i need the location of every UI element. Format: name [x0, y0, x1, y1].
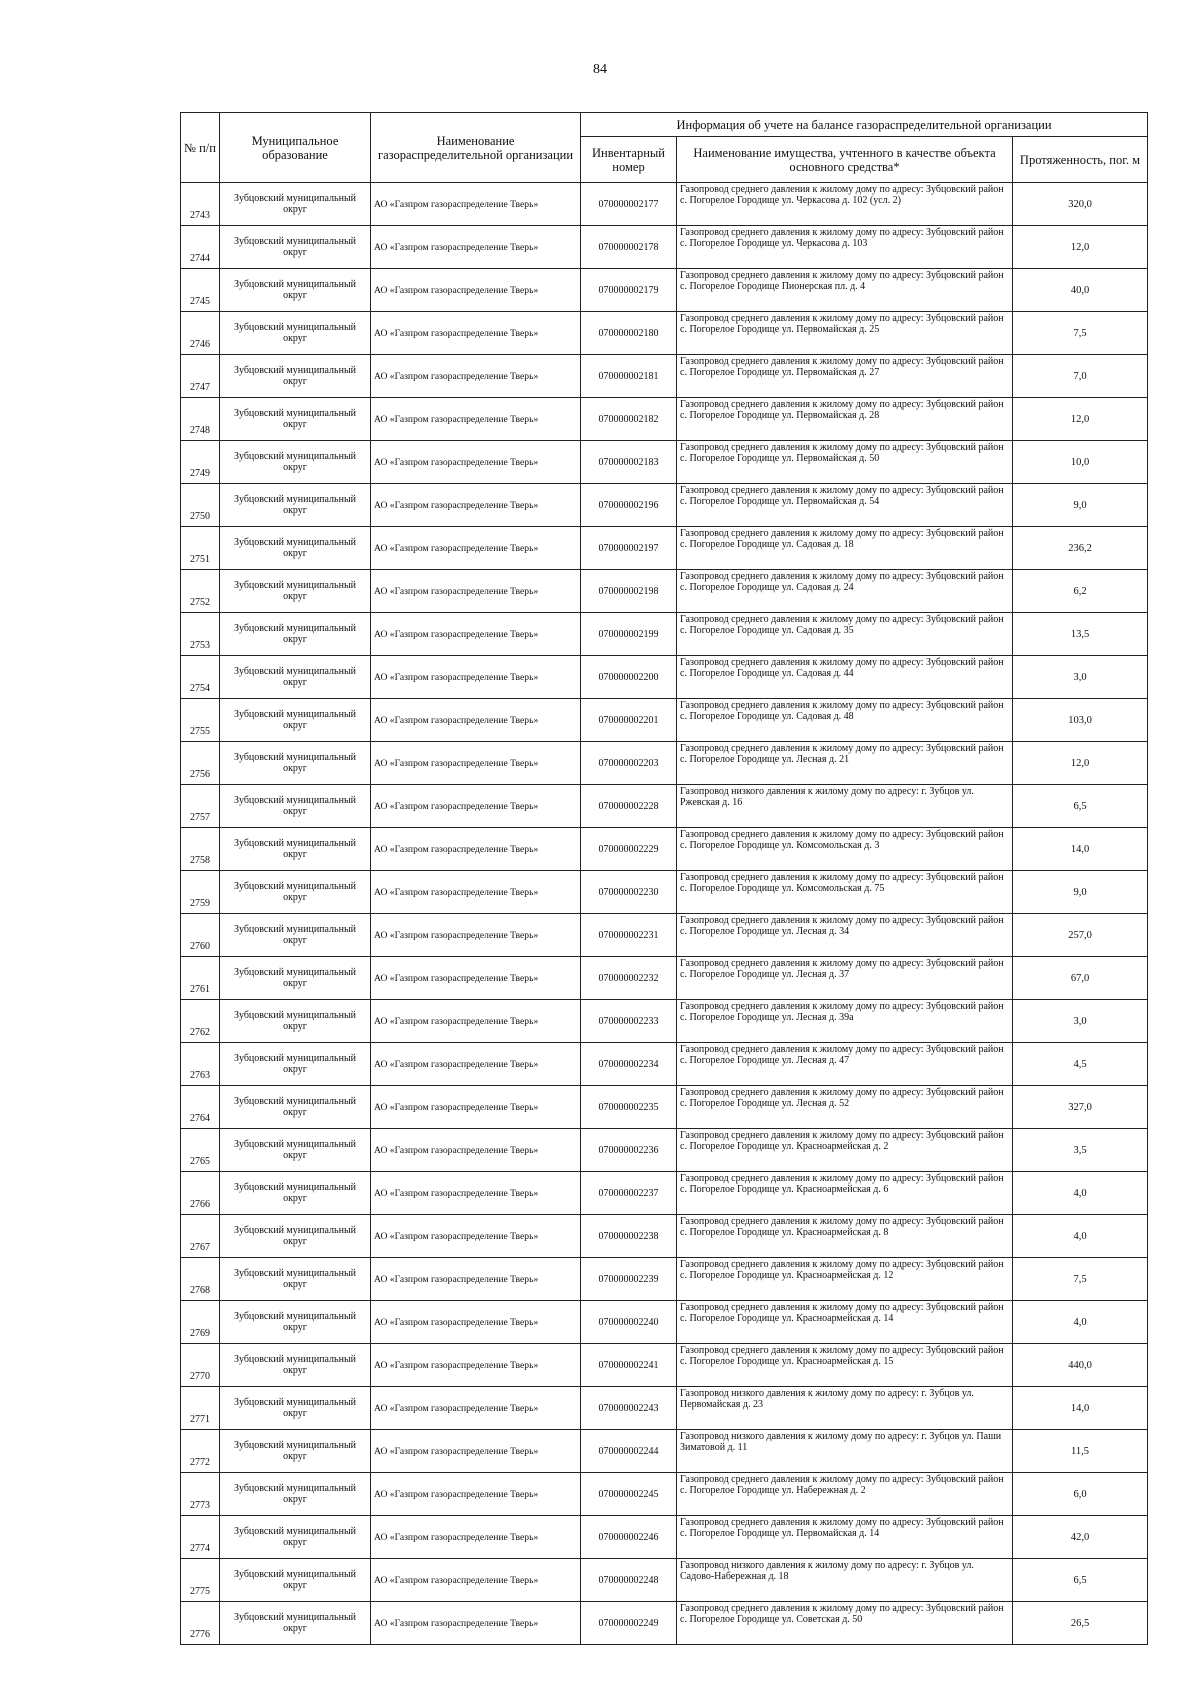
table-row	[181, 570, 1148, 613]
municipality-cell: Зубцовский муниципальный округ	[220, 828, 371, 871]
organization-cell: АО «Газпром газораспределение Тверь»	[371, 1344, 581, 1387]
inventory-number-cell: 070000002248	[581, 1559, 677, 1602]
municipality-cell: Зубцовский муниципальный округ	[220, 1129, 371, 1172]
municipality-cell: Зубцовский муниципальный округ	[220, 957, 371, 1000]
length-cell: 6,2	[1013, 570, 1148, 613]
table-row	[181, 828, 1148, 871]
organization-cell: АО «Газпром газораспределение Тверь»	[371, 1387, 581, 1430]
table-row	[181, 613, 1148, 656]
row-number: 2766	[181, 1172, 220, 1215]
property-name-cell: Газопровод среднего давления к жилому дому по адресу: Зубцовский район с. Погорелое Городище ул. Черкасова д. 103	[677, 226, 1013, 269]
table-row	[181, 656, 1148, 699]
inventory-number-cell: 070000002243	[581, 1387, 677, 1430]
row-number: 2775	[181, 1559, 220, 1602]
table-row	[181, 1387, 1148, 1430]
length-cell: 42,0	[1013, 1516, 1148, 1559]
inventory-number-cell: 070000002179	[581, 269, 677, 312]
property-name-cell: Газопровод среднего давления к жилому дому по адресу: Зубцовский район с. Погорелое Городище ул. Лесная д. 34	[677, 914, 1013, 957]
length-cell: 7,5	[1013, 312, 1148, 355]
municipality-cell: Зубцовский муниципальный округ	[220, 226, 371, 269]
property-name-cell: Газопровод среднего давления к жилому дому по адресу: Зубцовский район с. Погорелое Городище Пионерская пл. д. 4	[677, 269, 1013, 312]
header-inventory: Инвентарный номер	[581, 137, 677, 183]
organization-cell: АО «Газпром газораспределение Тверь»	[371, 1086, 581, 1129]
row-number: 2757	[181, 785, 220, 828]
municipality-cell: Зубцовский муниципальный округ	[220, 1301, 371, 1344]
length-cell: 14,0	[1013, 1387, 1148, 1430]
inventory-number-cell: 070000002229	[581, 828, 677, 871]
header-balance-group: Информация об учете на балансе газораспределительной организации	[581, 113, 1148, 137]
organization-cell: АО «Газпром газораспределение Тверь»	[371, 1301, 581, 1344]
row-number: 2758	[181, 828, 220, 871]
municipality-cell: Зубцовский муниципальный округ	[220, 1516, 371, 1559]
organization-cell: АО «Газпром газораспределение Тверь»	[371, 570, 581, 613]
inventory-number-cell: 070000002180	[581, 312, 677, 355]
property-name-cell: Газопровод среднего давления к жилому дому по адресу: Зубцовский район с. Погорелое Городище ул. Лесная д. 52	[677, 1086, 1013, 1129]
organization-cell: АО «Газпром газораспределение Тверь»	[371, 1258, 581, 1301]
inventory-number-cell: 070000002230	[581, 871, 677, 914]
organization-cell: АО «Газпром газораспределение Тверь»	[371, 1043, 581, 1086]
row-number: 2767	[181, 1215, 220, 1258]
organization-cell: АО «Газпром газораспределение Тверь»	[371, 183, 581, 226]
property-name-cell: Газопровод среднего давления к жилому дому по адресу: Зубцовский район с. Погорелое Городище ул. Садовая д. 44	[677, 656, 1013, 699]
row-number: 2751	[181, 527, 220, 570]
municipality-cell: Зубцовский муниципальный округ	[220, 484, 371, 527]
table-row	[181, 1430, 1148, 1473]
organization-cell: АО «Газпром газораспределение Тверь»	[371, 957, 581, 1000]
table-row	[181, 914, 1148, 957]
asset-register-table	[180, 112, 1148, 1645]
property-name-cell: Газопровод среднего давления к жилому дому по адресу: Зубцовский район с. Погорелое Городище ул. Советская д. 50	[677, 1602, 1013, 1645]
property-name-cell: Газопровод среднего давления к жилому дому по адресу: Зубцовский район с. Погорелое Городище ул. Первомайская д. 27	[677, 355, 1013, 398]
municipality-cell: Зубцовский муниципальный округ	[220, 914, 371, 957]
header-length: Протяженность, пог. м	[1013, 137, 1148, 183]
header-org: Наименование газораспределительной организации	[371, 113, 581, 183]
table-row	[181, 1043, 1148, 1086]
row-number: 2772	[181, 1430, 220, 1473]
inventory-number-cell: 070000002183	[581, 441, 677, 484]
table-row	[181, 312, 1148, 355]
municipality-cell: Зубцовский муниципальный округ	[220, 312, 371, 355]
row-number: 2744	[181, 226, 220, 269]
property-name-cell: Газопровод среднего давления к жилому дому по адресу: Зубцовский район с. Погорелое Городище ул. Красноармейская д. 12	[677, 1258, 1013, 1301]
organization-cell: АО «Газпром газораспределение Тверь»	[371, 1516, 581, 1559]
property-name-cell: Газопровод среднего давления к жилому дому по адресу: Зубцовский район с. Погорелое Городище ул. Красноармейская д. 6	[677, 1172, 1013, 1215]
length-cell: 6,5	[1013, 1559, 1148, 1602]
organization-cell: АО «Газпром газораспределение Тверь»	[371, 527, 581, 570]
organization-cell: АО «Газпром газораспределение Тверь»	[371, 1172, 581, 1215]
property-name-cell: Газопровод низкого давления к жилому дому по адресу: г. Зубцов ул. Садово-Набережная д. 18	[677, 1559, 1013, 1602]
length-cell: 10,0	[1013, 441, 1148, 484]
property-name-cell: Газопровод среднего давления к жилому дому по адресу: Зубцовский район с. Погорелое Городище ул. Комсомольская д. 3	[677, 828, 1013, 871]
organization-cell: АО «Газпром газораспределение Тверь»	[371, 1129, 581, 1172]
inventory-number-cell: 070000002234	[581, 1043, 677, 1086]
municipality-cell: Зубцовский муниципальный округ	[220, 1215, 371, 1258]
table-row	[181, 441, 1148, 484]
property-name-cell: Газопровод низкого давления к жилому дому по адресу: г. Зубцов ул. Паши Зиматовой д. 11	[677, 1430, 1013, 1473]
municipality-cell: Зубцовский муниципальный округ	[220, 656, 371, 699]
row-number: 2765	[181, 1129, 220, 1172]
organization-cell: АО «Газпром газораспределение Тверь»	[371, 699, 581, 742]
municipality-cell: Зубцовский муниципальный округ	[220, 699, 371, 742]
organization-cell: АО «Газпром газораспределение Тверь»	[371, 742, 581, 785]
row-number: 2754	[181, 656, 220, 699]
table-row	[181, 269, 1148, 312]
table-row	[181, 183, 1148, 226]
municipality-cell: Зубцовский муниципальный округ	[220, 1344, 371, 1387]
row-number: 2756	[181, 742, 220, 785]
table-row	[181, 957, 1148, 1000]
organization-cell: АО «Газпром газораспределение Тверь»	[371, 1430, 581, 1473]
row-number: 2755	[181, 699, 220, 742]
municipality-cell: Зубцовский муниципальный округ	[220, 1602, 371, 1645]
row-number: 2752	[181, 570, 220, 613]
table-row	[181, 398, 1148, 441]
property-name-cell: Газопровод среднего давления к жилому дому по адресу: Зубцовский район с. Погорелое Городище ул. Садовая д. 35	[677, 613, 1013, 656]
table-row	[181, 1602, 1148, 1645]
length-cell: 26,5	[1013, 1602, 1148, 1645]
table-row	[181, 527, 1148, 570]
length-cell: 14,0	[1013, 828, 1148, 871]
property-name-cell: Газопровод среднего давления к жилому дому по адресу: Зубцовский район с. Погорелое Городище ул. Садовая д. 24	[677, 570, 1013, 613]
organization-cell: АО «Газпром газораспределение Тверь»	[371, 828, 581, 871]
organization-cell: АО «Газпром газораспределение Тверь»	[371, 398, 581, 441]
length-cell: 12,0	[1013, 226, 1148, 269]
row-number: 2761	[181, 957, 220, 1000]
table-row	[181, 1215, 1148, 1258]
municipality-cell: Зубцовский муниципальный округ	[220, 1258, 371, 1301]
inventory-number-cell: 070000002199	[581, 613, 677, 656]
length-cell: 320,0	[1013, 183, 1148, 226]
table-row	[181, 1516, 1148, 1559]
property-name-cell: Газопровод среднего давления к жилому дому по адресу: Зубцовский район с. Погорелое Городище ул. Красноармейская д. 8	[677, 1215, 1013, 1258]
page-number: 84	[593, 62, 607, 77]
length-cell: 4,0	[1013, 1215, 1148, 1258]
row-number: 2748	[181, 398, 220, 441]
length-cell: 257,0	[1013, 914, 1148, 957]
length-cell: 236,2	[1013, 527, 1148, 570]
length-cell: 3,0	[1013, 656, 1148, 699]
organization-cell: АО «Газпром газораспределение Тверь»	[371, 355, 581, 398]
length-cell: 3,5	[1013, 1129, 1148, 1172]
municipality-cell: Зубцовский муниципальный округ	[220, 398, 371, 441]
property-name-cell: Газопровод среднего давления к жилому дому по адресу: Зубцовский район с. Погорелое Городище ул. Черкасова д. 102 (усл. 2)	[677, 183, 1013, 226]
table-row	[181, 1172, 1148, 1215]
length-cell: 67,0	[1013, 957, 1148, 1000]
inventory-number-cell: 070000002249	[581, 1602, 677, 1645]
inventory-number-cell: 070000002239	[581, 1258, 677, 1301]
property-name-cell: Газопровод среднего давления к жилому дому по адресу: Зубцовский район с. Погорелое Городище ул. Первомайская д. 28	[677, 398, 1013, 441]
organization-cell: АО «Газпром газораспределение Тверь»	[371, 226, 581, 269]
municipality-cell: Зубцовский муниципальный округ	[220, 1559, 371, 1602]
municipality-cell: Зубцовский муниципальный округ	[220, 527, 371, 570]
length-cell: 12,0	[1013, 398, 1148, 441]
table-row	[181, 1559, 1148, 1602]
inventory-number-cell: 070000002246	[581, 1516, 677, 1559]
municipality-cell: Зубцовский муниципальный округ	[220, 613, 371, 656]
inventory-number-cell: 070000002244	[581, 1430, 677, 1473]
municipality-cell: Зубцовский муниципальный округ	[220, 871, 371, 914]
row-number: 2753	[181, 613, 220, 656]
row-number: 2762	[181, 1000, 220, 1043]
property-name-cell: Газопровод среднего давления к жилому дому по адресу: Зубцовский район с. Погорелое Городище ул. Первомайская д. 54	[677, 484, 1013, 527]
table-row	[181, 1000, 1148, 1043]
inventory-number-cell: 070000002240	[581, 1301, 677, 1344]
organization-cell: АО «Газпром газораспределение Тверь»	[371, 1000, 581, 1043]
organization-cell: АО «Газпром газораспределение Тверь»	[371, 1215, 581, 1258]
row-number: 2763	[181, 1043, 220, 1086]
length-cell: 7,5	[1013, 1258, 1148, 1301]
length-cell: 11,5	[1013, 1430, 1148, 1473]
table-row	[181, 1301, 1148, 1344]
municipality-cell: Зубцовский муниципальный округ	[220, 1172, 371, 1215]
municipality-cell: Зубцовский муниципальный округ	[220, 183, 371, 226]
organization-cell: АО «Газпром газораспределение Тверь»	[371, 613, 581, 656]
length-cell: 4,0	[1013, 1172, 1148, 1215]
table-header	[181, 113, 1148, 183]
inventory-number-cell: 070000002228	[581, 785, 677, 828]
inventory-number-cell: 070000002236	[581, 1129, 677, 1172]
property-name-cell: Газопровод среднего давления к жилому дому по адресу: Зубцовский район с. Погорелое Городище ул. Лесная д. 39а	[677, 1000, 1013, 1043]
municipality-cell: Зубцовский муниципальный округ	[220, 1000, 371, 1043]
header-property: Наименование имущества, учтенного в качестве объекта основного средства*	[677, 137, 1013, 183]
inventory-number-cell: 070000002237	[581, 1172, 677, 1215]
table-row	[181, 1473, 1148, 1516]
inventory-number-cell: 070000002200	[581, 656, 677, 699]
organization-cell: АО «Газпром газораспределение Тверь»	[371, 656, 581, 699]
organization-cell: АО «Газпром газораспределение Тверь»	[371, 312, 581, 355]
row-number: 2746	[181, 312, 220, 355]
row-number: 2760	[181, 914, 220, 957]
property-name-cell: Газопровод среднего давления к жилому дому по адресу: Зубцовский район с. Погорелое Городище ул. Красноармейская д. 14	[677, 1301, 1013, 1344]
table-row	[181, 699, 1148, 742]
row-number: 2743	[181, 183, 220, 226]
row-number: 2749	[181, 441, 220, 484]
row-number: 2759	[181, 871, 220, 914]
length-cell: 4,5	[1013, 1043, 1148, 1086]
table-row	[181, 1086, 1148, 1129]
length-cell: 440,0	[1013, 1344, 1148, 1387]
table-row	[181, 871, 1148, 914]
row-number: 2771	[181, 1387, 220, 1430]
municipality-cell: Зубцовский муниципальный округ	[220, 269, 371, 312]
row-number: 2770	[181, 1344, 220, 1387]
property-name-cell: Газопровод среднего давления к жилому дому по адресу: Зубцовский район с. Погорелое Городище ул. Набережная д. 2	[677, 1473, 1013, 1516]
length-cell: 9,0	[1013, 871, 1148, 914]
property-name-cell: Газопровод среднего давления к жилому дому по адресу: Зубцовский район с. Погорелое Городище ул. Садовая д. 18	[677, 527, 1013, 570]
table-row	[181, 1129, 1148, 1172]
length-cell: 4,0	[1013, 1301, 1148, 1344]
length-cell: 40,0	[1013, 269, 1148, 312]
organization-cell: АО «Газпром газораспределение Тверь»	[371, 871, 581, 914]
length-cell: 6,5	[1013, 785, 1148, 828]
organization-cell: АО «Газпром газораспределение Тверь»	[371, 1473, 581, 1516]
organization-cell: АО «Газпром газораспределение Тверь»	[371, 484, 581, 527]
municipality-cell: Зубцовский муниципальный округ	[220, 1430, 371, 1473]
municipality-cell: Зубцовский муниципальный округ	[220, 1086, 371, 1129]
table-row	[181, 1258, 1148, 1301]
length-cell: 12,0	[1013, 742, 1148, 785]
row-number: 2764	[181, 1086, 220, 1129]
organization-cell: АО «Газпром газораспределение Тверь»	[371, 441, 581, 484]
inventory-number-cell: 070000002178	[581, 226, 677, 269]
table-row	[181, 226, 1148, 269]
inventory-number-cell: 070000002231	[581, 914, 677, 957]
inventory-number-cell: 070000002198	[581, 570, 677, 613]
table-body	[181, 183, 1148, 1645]
row-number: 2776	[181, 1602, 220, 1645]
municipality-cell: Зубцовский муниципальный округ	[220, 1387, 371, 1430]
table-row	[181, 1344, 1148, 1387]
property-name-cell: Газопровод среднего давления к жилому дому по адресу: Зубцовский район с. Погорелое Городище ул. Красноармейская д. 2	[677, 1129, 1013, 1172]
header-num: № п/п	[181, 113, 220, 183]
municipality-cell: Зубцовский муниципальный округ	[220, 1043, 371, 1086]
row-number: 2750	[181, 484, 220, 527]
property-name-cell: Газопровод низкого давления к жилому дому по адресу: г. Зубцов ул. Первомайская д. 23	[677, 1387, 1013, 1430]
inventory-number-cell: 070000002241	[581, 1344, 677, 1387]
municipality-cell: Зубцовский муниципальный округ	[220, 441, 371, 484]
row-number: 2745	[181, 269, 220, 312]
property-name-cell: Газопровод низкого давления к жилому дому по адресу: г. Зубцов ул. Ржевская д. 16	[677, 785, 1013, 828]
table-row	[181, 785, 1148, 828]
length-cell: 7,0	[1013, 355, 1148, 398]
organization-cell: АО «Газпром газораспределение Тверь»	[371, 269, 581, 312]
inventory-number-cell: 070000002181	[581, 355, 677, 398]
inventory-number-cell: 070000002197	[581, 527, 677, 570]
property-name-cell: Газопровод среднего давления к жилому дому по адресу: Зубцовский район с. Погорелое Городище ул. Лесная д. 37	[677, 957, 1013, 1000]
inventory-number-cell: 070000002201	[581, 699, 677, 742]
inventory-number-cell: 070000002233	[581, 1000, 677, 1043]
table-row	[181, 484, 1148, 527]
length-cell: 6,0	[1013, 1473, 1148, 1516]
header-municipality: Муниципальное образование	[220, 113, 371, 183]
organization-cell: АО «Газпром газораспределение Тверь»	[371, 1559, 581, 1602]
inventory-number-cell: 070000002203	[581, 742, 677, 785]
organization-cell: АО «Газпром газораспределение Тверь»	[371, 914, 581, 957]
length-cell: 103,0	[1013, 699, 1148, 742]
organization-cell: АО «Газпром газораспределение Тверь»	[371, 1602, 581, 1645]
property-name-cell: Газопровод среднего давления к жилому дому по адресу: Зубцовский район с. Погорелое Городище ул. Садовая д. 48	[677, 699, 1013, 742]
row-number: 2768	[181, 1258, 220, 1301]
property-name-cell: Газопровод среднего давления к жилому дому по адресу: Зубцовский район с. Погорелое Городище ул. Красноармейская д. 15	[677, 1344, 1013, 1387]
property-name-cell: Газопровод среднего давления к жилому дому по адресу: Зубцовский район с. Погорелое Городище ул. Первомайская д. 25	[677, 312, 1013, 355]
row-number: 2769	[181, 1301, 220, 1344]
inventory-number-cell: 070000002196	[581, 484, 677, 527]
property-name-cell: Газопровод среднего давления к жилому дому по адресу: Зубцовский район с. Погорелое Городище ул. Первомайская д. 50	[677, 441, 1013, 484]
table-row	[181, 355, 1148, 398]
municipality-cell: Зубцовский муниципальный округ	[220, 1473, 371, 1516]
municipality-cell: Зубцовский муниципальный округ	[220, 355, 371, 398]
municipality-cell: Зубцовский муниципальный округ	[220, 570, 371, 613]
table-row	[181, 742, 1148, 785]
inventory-number-cell: 070000002235	[581, 1086, 677, 1129]
property-name-cell: Газопровод среднего давления к жилому дому по адресу: Зубцовский район с. Погорелое Городище ул. Лесная д. 21	[677, 742, 1013, 785]
length-cell: 327,0	[1013, 1086, 1148, 1129]
municipality-cell: Зубцовский муниципальный округ	[220, 785, 371, 828]
length-cell: 13,5	[1013, 613, 1148, 656]
inventory-number-cell: 070000002182	[581, 398, 677, 441]
inventory-number-cell: 070000002177	[581, 183, 677, 226]
property-name-cell: Газопровод среднего давления к жилому дому по адресу: Зубцовский район с. Погорелое Городище ул. Лесная д. 47	[677, 1043, 1013, 1086]
municipality-cell: Зубцовский муниципальный округ	[220, 742, 371, 785]
inventory-number-cell: 070000002245	[581, 1473, 677, 1516]
inventory-number-cell: 070000002232	[581, 957, 677, 1000]
row-number: 2747	[181, 355, 220, 398]
length-cell: 9,0	[1013, 484, 1148, 527]
property-name-cell: Газопровод среднего давления к жилому дому по адресу: Зубцовский район с. Погорелое Городище ул. Комсомольская д. 75	[677, 871, 1013, 914]
row-number: 2774	[181, 1516, 220, 1559]
organization-cell: АО «Газпром газораспределение Тверь»	[371, 785, 581, 828]
inventory-number-cell: 070000002238	[581, 1215, 677, 1258]
row-number: 2773	[181, 1473, 220, 1516]
property-name-cell: Газопровод среднего давления к жилому дому по адресу: Зубцовский район с. Погорелое Городище ул. Первомайская д. 14	[677, 1516, 1013, 1559]
length-cell: 3,0	[1013, 1000, 1148, 1043]
